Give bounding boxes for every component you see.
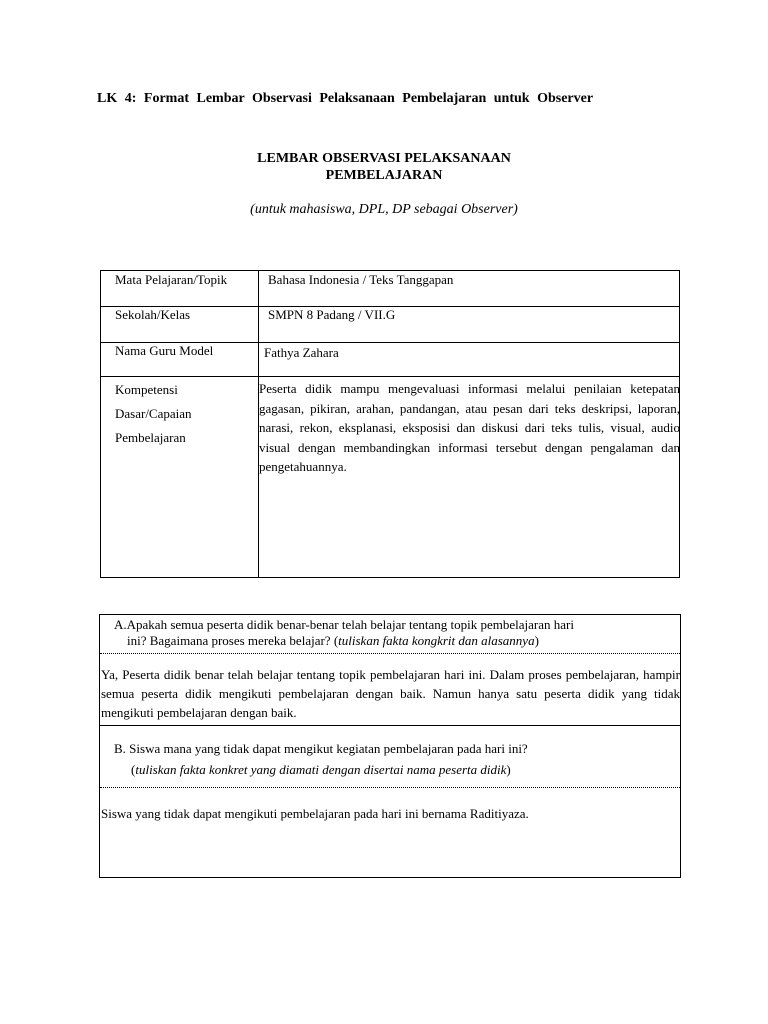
question-a-text: ini? Bagaimana proses mereka belajar? ( — [127, 633, 339, 648]
observation-table — [99, 614, 681, 878]
question-a-line2 — [127, 631, 539, 650]
label-mata-pelajaran: Mata Pelajaran/Topik — [115, 272, 228, 287]
form-title-line1: LEMBAR OBSERVASI PELAKSANAAN — [257, 151, 511, 166]
info-table — [100, 270, 680, 578]
label-kompetensi-line: Dasar/Capaian — [115, 406, 192, 421]
answer-a: Ya, Peserta didik benar telah belajar tentang topik pembelajaran hari ini. Dalam proses pembelajaran, hampir semua peserta didik mengikuti pembelajaran dengan baik. Namun hanya satu peserta didik yang tidak mengikuti pembelajaran dengan baik. — [101, 667, 680, 720]
question-b-close: ) — [506, 762, 511, 777]
value-nama-guru: Fathya Zahara — [264, 345, 339, 360]
row-divider — [101, 376, 679, 377]
question-a-instruction: tuliskan fakta kongkrit dan alasannya — [338, 633, 535, 648]
value-kompetensi: Peserta didik mampu mengevaluasi informasi melalui penilaian ketepatan gagasan, pikiran, arahan, pandangan, atau pesan dari teks deskripsi, laporan, narasi, rekon, eksplanasi, eksposisi dan diskusi dari teks tulis, visual, audio visual dengan membandingkan informasi tersebut dengan pengalaman dan pengetahuannya. — [259, 381, 680, 474]
question-b-line2 — [131, 760, 511, 779]
question-b-instruction: tuliskan fakta konkret yang diamati dengan disertai nama peserta didik — [135, 762, 507, 777]
answer-b: Siswa yang tidak dapat mengikuti pembelajaran pada hari ini bernama Raditiyaza. — [101, 806, 529, 821]
label-nama-guru: Nama Guru Model — [115, 343, 214, 358]
document-heading: LK 4: Format Lembar Observasi Pelaksanaan Pembelajaran untuk Observer — [97, 91, 594, 106]
dotted-divider — [100, 787, 680, 788]
label-sekolah-kelas: Sekolah/Kelas — [115, 307, 191, 322]
form-title-line2: PEMBELAJARAN — [325, 168, 443, 183]
row-divider — [100, 725, 680, 726]
form-subtitle: (untuk mahasiswa, DPL, DP sebagai Observer) — [250, 202, 518, 217]
value-mata-pelajaran: Bahasa Indonesia / Teks Tanggapan — [268, 272, 454, 287]
question-a-line1: A.Apakah semua peserta didik benar-benar telah belajar tentang topik pembelajaran hari — [114, 617, 574, 632]
question-b-line1: B. Siswa mana yang tidak dapat mengikut kegiatan pembelajaran pada hari ini? — [114, 741, 528, 756]
question-a-close: ) — [534, 633, 539, 648]
label-kompetensi-line: Kompetensi — [115, 382, 178, 397]
question-b-open: ( — [131, 762, 136, 777]
value-sekolah-kelas: SMPN 8 Padang / VII.G — [268, 307, 396, 322]
label-kompetensi-line: Pembelajaran — [115, 430, 186, 445]
dotted-divider — [100, 653, 680, 654]
label-kompetensi — [115, 378, 192, 450]
